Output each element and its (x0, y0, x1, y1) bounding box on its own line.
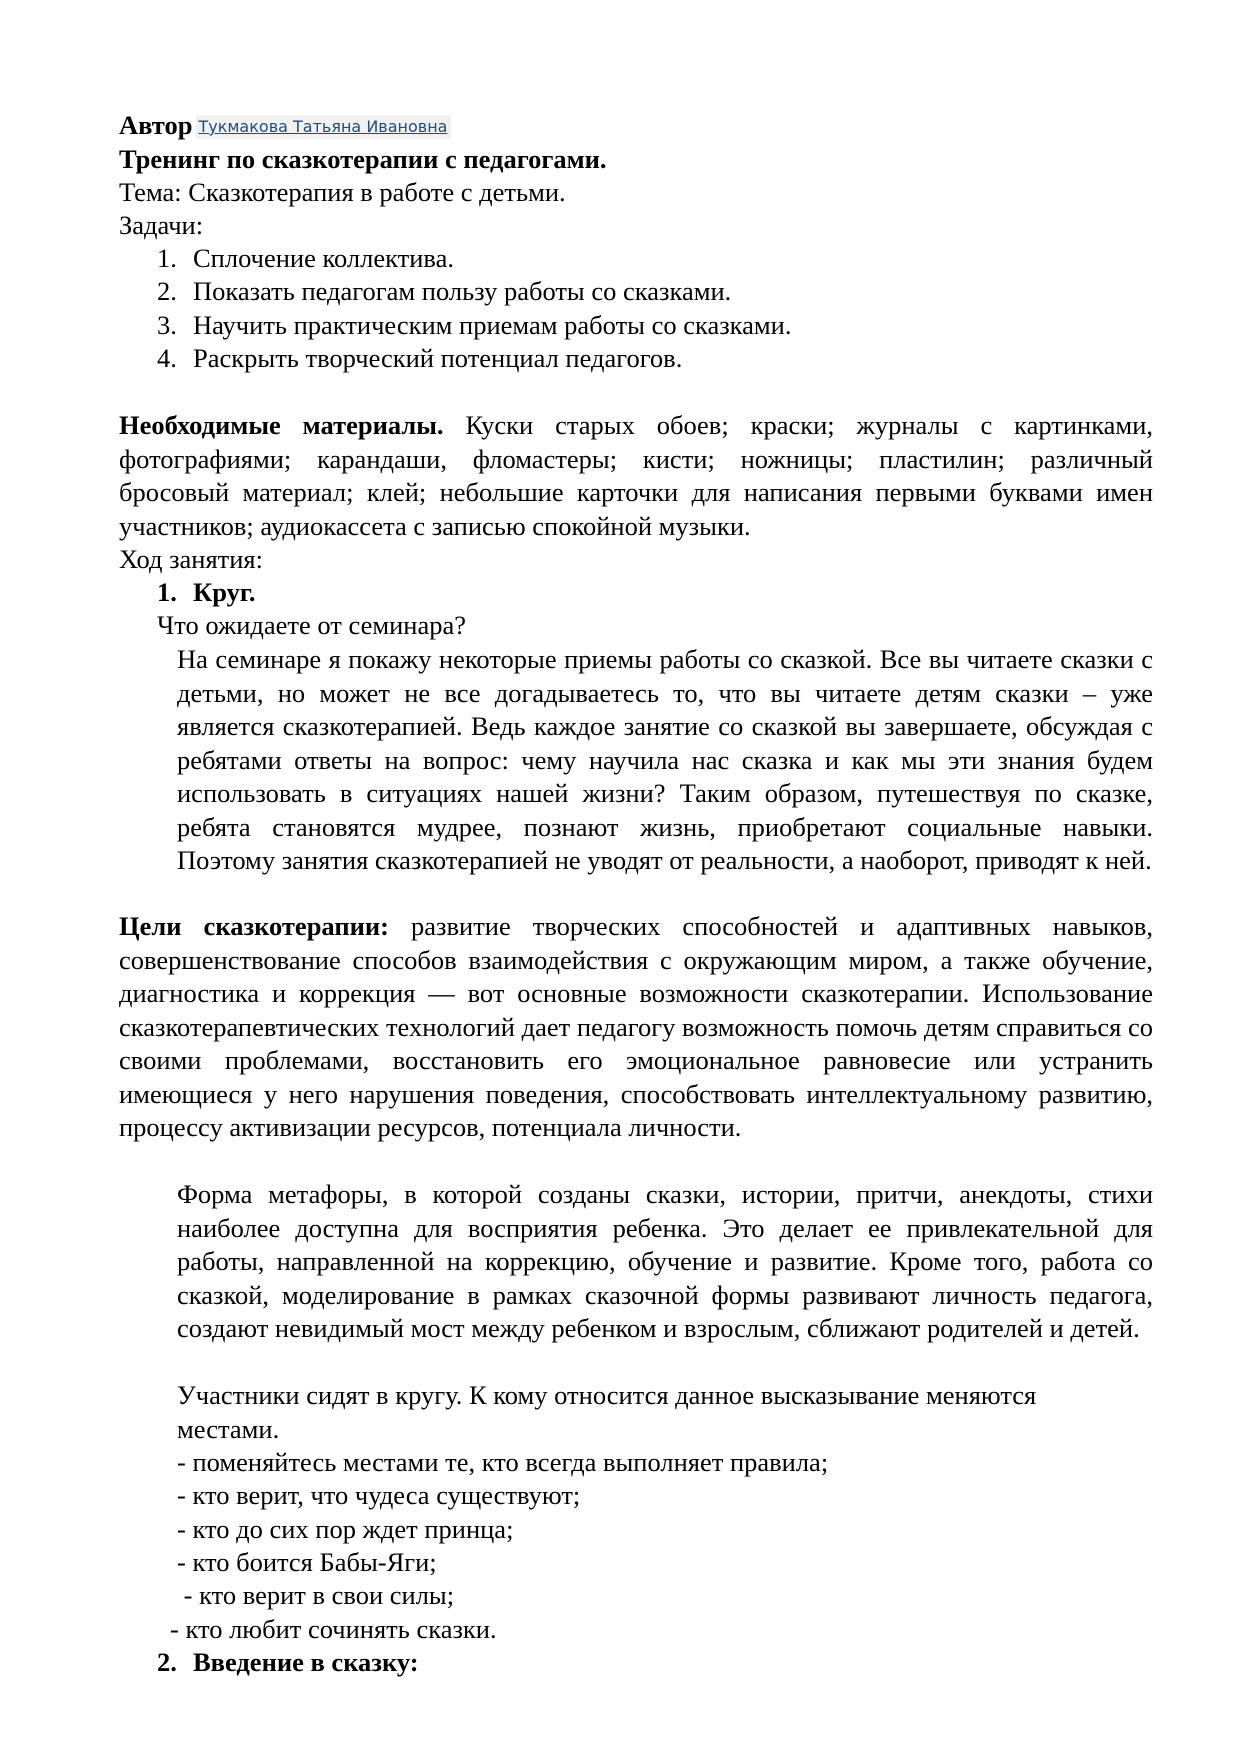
goals-paragraph: Цели сказкотерапии: развитие творческих способностей и адаптивных навыков, совершенствование способов взаимодействия с окружающим миром, а также обучение, диагностика и коррекция — вот основные возможности сказкотерапии. Использование сказкотерапевтических технологий дает педагогу возможность помочь детям справиться со своими проблемами, восстановить его эмоциональное равновесие или устранить имеющиеся у него нарушения поведения, способствовать интеллектуальному развитию, процессу активизации ресурсов, потенциала личности. (119, 911, 1153, 1142)
document-title (119, 143, 1153, 177)
author-link[interactable]: Тукмакова Татьяна Ивановна (196, 115, 451, 139)
task-item: 3. Научить практическим приемам работы со сказками. (157, 310, 792, 340)
task-item: 4. Раскрыть творческий потенциал педагогов. (157, 343, 683, 373)
swap-list-item: - поменяйтесь местами те, кто всегда выполняет правила; (177, 1447, 829, 1477)
question-line: Что ожидаете от семинара? (157, 610, 467, 640)
theme-line: Тема: Сказкотерапия в работе с детьми. (119, 177, 566, 207)
seminar-paragraph: На семинаре я покажу некоторые приемы работы со сказкой. Все вы читаете сказки с детьми, но может не все догадываетесь то, что вы читаете детям сказки – уже является сказкотерапией. Ведь каждое занятие со сказкой вы завершаете, обсуждая с ребятами ответы на вопрос: чему научила нас сказка и как мы эти знания будем использовать в ситуациях нашей жизни? Таким образом, путешествуя по сказке, ребята становятся мудрее, познают жизнь, приобретают социальные навыки. Поэтому занятия сказкотерапией не уводят от реальности, а наоборот, приводят к ней. (177, 644, 1153, 875)
materials-paragraph: Необходимые материалы. Куски старых обоев; краски; журналы с картинками, фотографиями; карандаши, фломастеры; кисти; ножницы; пластилин; различный бросовый материал; клей; небольшие карточки для написания первыми буквами имен участников; аудиокассета с записью спокойной музыки. (119, 410, 1154, 541)
materials-label: Необходимые материалы. (119, 410, 444, 440)
goals-label: Цели сказкотерапии: (119, 911, 389, 941)
section-heading-1: 1. Круг. (157, 577, 256, 607)
swap-list-item: - кто боится Бабы-Яги; (177, 1547, 437, 1577)
metaphor-paragraph: Форма метафоры, в которой созданы сказки, истории, притчи, анекдоты, стихи наиболее доступна для восприятия ребенка. Это делает ее привлекательной для работы, направленной на коррекцию, обучение и развитие. Кроме того, работа со сказкой, моделирование в рамках сказочной формы развивают личность педагога, создают невидимый мост между ребенком и взрослым, сближают родителей и детей. (177, 1179, 1153, 1343)
author-line (119, 109, 1153, 144)
section-heading-2: 2. Введение в сказку: (157, 1647, 419, 1677)
title-text: Тренинг по сказкотерапии с педагогами. (119, 144, 607, 174)
swap-list-item: - кто верит, что чудеса существуют; (177, 1480, 581, 1510)
tasks-label: Задачи: (119, 210, 204, 240)
course-label: Ход занятия: (119, 544, 263, 574)
swap-list-item: - кто любит сочинять сказки. (170, 1614, 497, 1644)
task-item: 2. Показать педагогам пользу работы со сказками. (157, 276, 732, 306)
author-label: Автор (119, 110, 193, 140)
circle-instruction: Участники сидят в кругу. К кому относится данное высказывание меняются местами. (177, 1380, 1037, 1444)
swap-list-item: - кто до сих пор ждет принца; (177, 1514, 514, 1544)
task-item: 1. Сплочение коллектива. (157, 243, 454, 273)
swap-list-item: - кто верит в свои силы; (177, 1580, 455, 1610)
